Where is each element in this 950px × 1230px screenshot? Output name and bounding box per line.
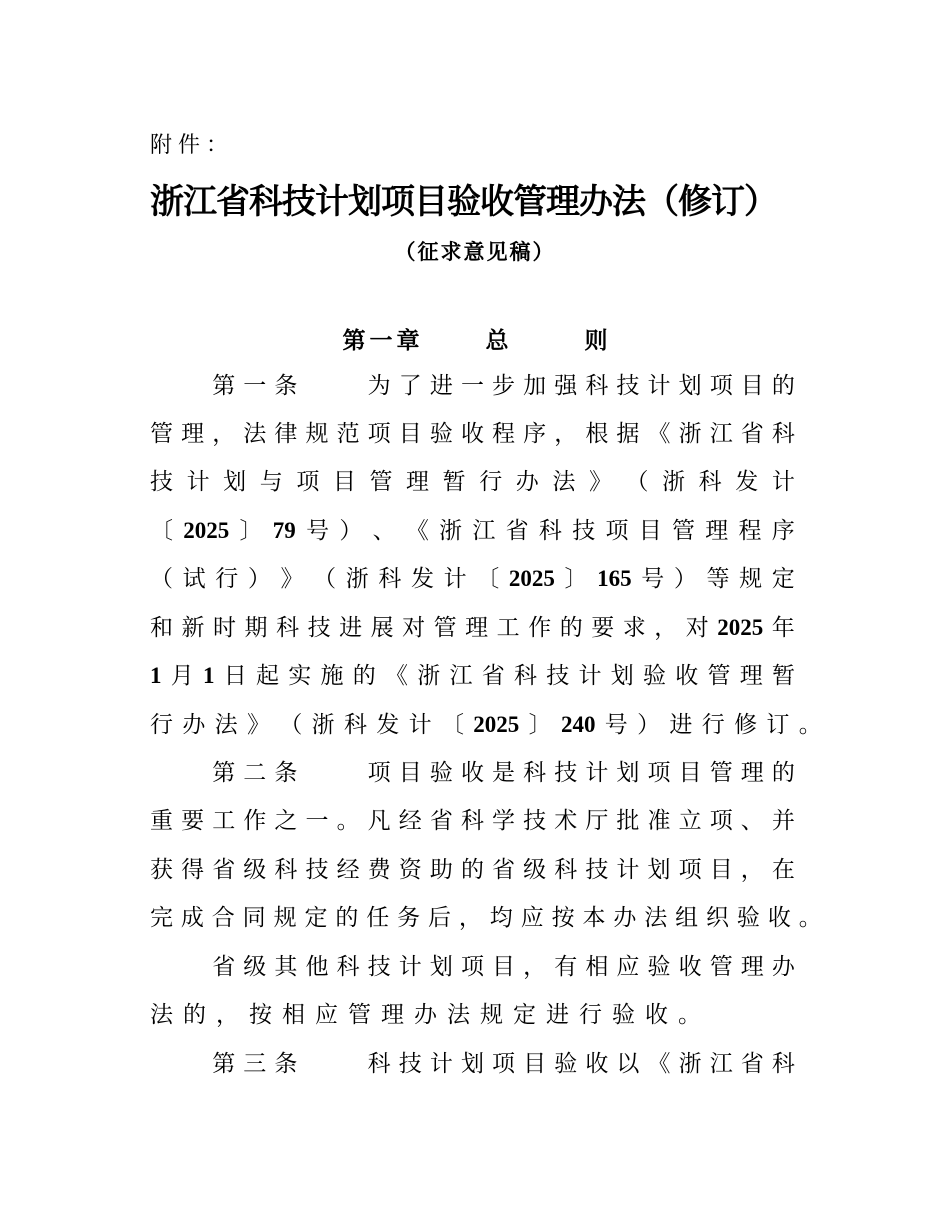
body-line: 第 二 条 项 目 验 收 是 科 技 计 划 项 目 管 理 的 (212, 760, 795, 786)
body-line: 第 三 条 科 技 计 划 项 目 验 收 以 《 浙 江 省 科 (212, 1051, 795, 1077)
chapter-heading (0, 322, 950, 355)
body-line: （ 试 行 ） 》 （ 浙 科 发 计 〔 2025 〕 165 号 ） 等 规 定 (150, 566, 795, 592)
body-line: 重 要 工 作 之 一 。 凡 经 省 科 学 技 术 厅 批 准 立 项 、 并 (150, 808, 795, 834)
body-line: 省 级 其 他 科 技 计 划 项 目 ， 有 相 应 验 收 管 理 办 (212, 954, 795, 980)
body-line: 法的，按相应管理办法规定进行验收。 (150, 1002, 711, 1028)
body-line: 行 办 法 》 （ 浙 科 发 计 〔 2025 〕 240 号 ） 进 行 修 订 。 (150, 712, 822, 738)
chapter-number: 第一章 (342, 327, 424, 354)
body-line: 和 新 时 期 科 技 进 展 对 管 理 工 作 的 要 求 ， 对 2025 年 (150, 615, 795, 641)
document-subtitle: （征求意见稿） (394, 239, 556, 264)
body-line: 获 得 省 级 科 技 经 费 资 助 的 省 级 科 技 计 划 项 目 ， 在 (150, 857, 795, 883)
body-line: 管 理 ， 法 律 规 范 项 目 验 收 程 序 ， 根 据 《 浙 江 省 科 (150, 421, 795, 447)
chapter-name-part2: 则 (584, 327, 608, 354)
document-title: 浙江省科技计划项目验收管理办法（修订） (150, 182, 777, 222)
body-line: 第 一 条 为 了 进 一 步 加 强 科 技 计 划 项 目 的 (212, 373, 795, 399)
body-line: 1 月 1 日 起 实 施 的 《 浙 江 省 科 技 计 划 验 收 管 理 暂 (150, 663, 795, 689)
chapter-name-part1: 总 (485, 327, 509, 354)
body-line: 技 计 划 与 项 目 管 理 暂 行 办 法 》 （ 浙 科 发 计 (150, 469, 795, 495)
attachment-label: 附件： (150, 133, 235, 158)
body-line: 〔 2025 〕 79 号 ） 、 《 浙 江 省 科 技 项 目 管 理 程 序 (150, 518, 795, 544)
body-line: 完 成 合 同 规 定 的 任 务 后 ， 均 应 按 本 办 法 组 织 验 收 。 (150, 905, 822, 931)
